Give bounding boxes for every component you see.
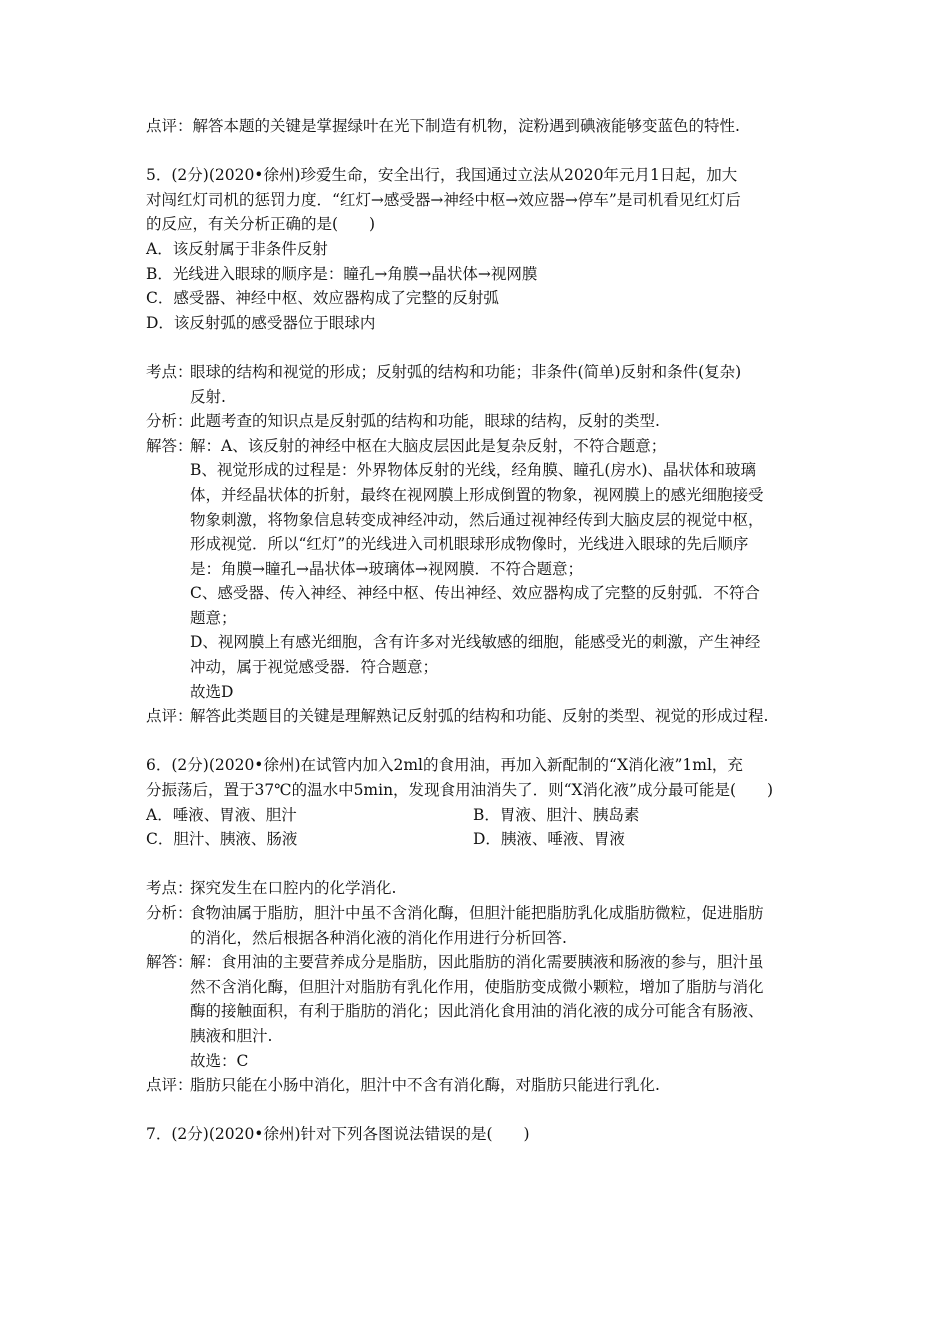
q6-option-b: B．胃液、胆汁、胰岛素 bbox=[473, 805, 640, 824]
question-5 bbox=[146, 163, 816, 335]
q5-jieda-line: 冲动，属于视觉感受器．符合题意； bbox=[190, 658, 439, 677]
q6-jieda-line: 解：食用油的主要营养成分是脂肪，因此脂肪的消化需要胰液和肠液的参与，胆汁虽 bbox=[190, 953, 764, 972]
q6-option-d: D．胰液、唾液、胃液 bbox=[473, 830, 625, 849]
q5-analysis bbox=[146, 360, 816, 729]
comment-top: 点评：解答本题的关键是掌握绿叶在光下制造有机物，淀粉遇到碘液能够变蓝色的特性. bbox=[146, 117, 740, 135]
q5-stem-line: 5．(2分)(2020•徐州)珍爱生命，安全出行，我国通过立法从2020年元月1日起，加大 bbox=[146, 166, 738, 185]
q6-answer: 故选：C bbox=[190, 1051, 249, 1070]
q5-option-d: D．该反射弧的感受器位于眼球内 bbox=[146, 313, 376, 332]
fenxi-label: 分析： bbox=[146, 904, 193, 922]
q5-jieda-line: 题意； bbox=[190, 608, 237, 627]
q5-jieda-line: 物象刺激，将物象信息转变成神经冲动，然后通过视神经传到大脑皮层的视觉中枢， bbox=[190, 510, 764, 529]
q5-answer: 故选D bbox=[190, 682, 234, 701]
fenxi-label: 分析： bbox=[146, 412, 193, 431]
q6-analysis bbox=[146, 876, 816, 1097]
q5-jieda-line: B、视觉形成的过程是：外界物体反射的光线，经角膜、瞳孔(房水)、晶状体和玻璃 bbox=[190, 461, 756, 480]
q5-stem-line: 的反应，有关分析正确的是( ) bbox=[146, 215, 376, 234]
dianping-label: 点评： bbox=[146, 1076, 193, 1095]
q5-option-c: C．感受器、神经中枢、效应器构成了完整的反射弧 bbox=[146, 289, 499, 308]
q6-option-c: C．胆汁、胰液、肠液 bbox=[146, 830, 298, 849]
q6-option-a: A．唾液、胃液、胆汁 bbox=[146, 805, 297, 824]
q5-option-a: A．该反射属于非条件反射 bbox=[146, 239, 328, 258]
q6-fenxi-cont: 的消化，然后根据各种消化液的消化作用进行分析回答. bbox=[190, 928, 567, 947]
q5-jieda-line: 体，并经晶状体的折射，最终在视网膜上形成倒置的物象，视网膜上的感光细胞接受 bbox=[190, 485, 764, 504]
q5-kaodian-cont: 反射. bbox=[190, 387, 226, 406]
q5-jieda-line: 是：角膜→瞳孔→晶状体→玻璃体→视网膜．不符合题意； bbox=[190, 559, 583, 578]
q5-dianping: 解答此类题目的关键是理解熟记反射弧的结构和功能、反射的类型、视觉的形成过程. bbox=[190, 707, 769, 726]
q5-fenxi: 此题考查的知识点是反射弧的结构和功能，眼球的结构，反射的类型. bbox=[190, 412, 660, 431]
q5-stem-line: 对闯红灯司机的惩罚力度．“红灯→感受器→神经中枢→效应器→停车”是司机看见红灯后 bbox=[146, 190, 741, 209]
question-7 bbox=[146, 1122, 816, 1147]
q6-jieda-line: 然不含消化酶，但胆汁对脂肪有乳化作用，使脂肪变成微小颗粒，增加了脂肪与消化 bbox=[190, 977, 764, 996]
dianping-label: 点评： bbox=[146, 707, 193, 726]
q6-fenxi: 食物油属于脂肪，胆汁中虽不含消化酶，但胆汁能把脂肪乳化成脂肪微粒，促进脂肪 bbox=[190, 904, 764, 922]
q6-stem-line: 分振荡后，置于37℃的温水中5min，发现食用油消失了．则“X消化液”成分最可能是( ) bbox=[146, 781, 774, 800]
q7-stem-line: 7．(2分)(2020•徐州)针对下列各图说法错误的是( ) bbox=[146, 1125, 530, 1144]
jieda-label: 解答： bbox=[146, 953, 193, 972]
q5-kaodian: 眼球的结构和视觉的形成；反射弧的结构和功能；非条件(简单)反射和条件(复杂) bbox=[190, 362, 742, 381]
q6-stem-line: 6．(2分)(2020•徐州)在试管内加入2ml的食用油，再加入新配制的“X消化液”1ml，充 bbox=[146, 756, 743, 775]
q6-kaodian: 探究发生在口腔内的化学消化. bbox=[190, 879, 397, 898]
q5-jieda-line: 解：A、该反射的神经中枢在大脑皮层因此是复杂反射，不符合题意； bbox=[190, 436, 667, 455]
document-page bbox=[146, 114, 816, 1147]
q6-dianping: 脂肪只能在小肠中消化，胆汁中不含有消化酶，对脂肪只能进行乳化. bbox=[190, 1076, 660, 1095]
jieda-label: 解答： bbox=[146, 436, 193, 455]
q5-jieda-line: 形成视觉．所以“红灯”的光线进入司机眼球形成物像时，光线进入眼球的先后顺序 bbox=[190, 535, 749, 554]
q6-jieda-line: 酶的接触面积，有利于脂肪的消化；因此消化食用油的消化液的成分可能含有肠液、 bbox=[190, 1002, 764, 1021]
kaodian-label: 考点： bbox=[146, 879, 193, 898]
q5-jieda-line: C、感受器、传入神经、神经中枢、传出神经、效应器构成了完整的反射弧．不符合 bbox=[190, 584, 760, 603]
q6-jieda-line: 胰液和胆汁. bbox=[190, 1026, 273, 1045]
kaodian-label: 考点： bbox=[146, 362, 193, 381]
q5-option-b: B．光线进入眼球的顺序是：瞳孔→角膜→晶状体→视网膜 bbox=[146, 264, 538, 283]
q5-jieda-line: D、视网膜上有感光细胞，含有许多对光线敏感的细胞，能感受光的刺激，产生神经 bbox=[190, 633, 761, 652]
question-6 bbox=[146, 753, 816, 851]
